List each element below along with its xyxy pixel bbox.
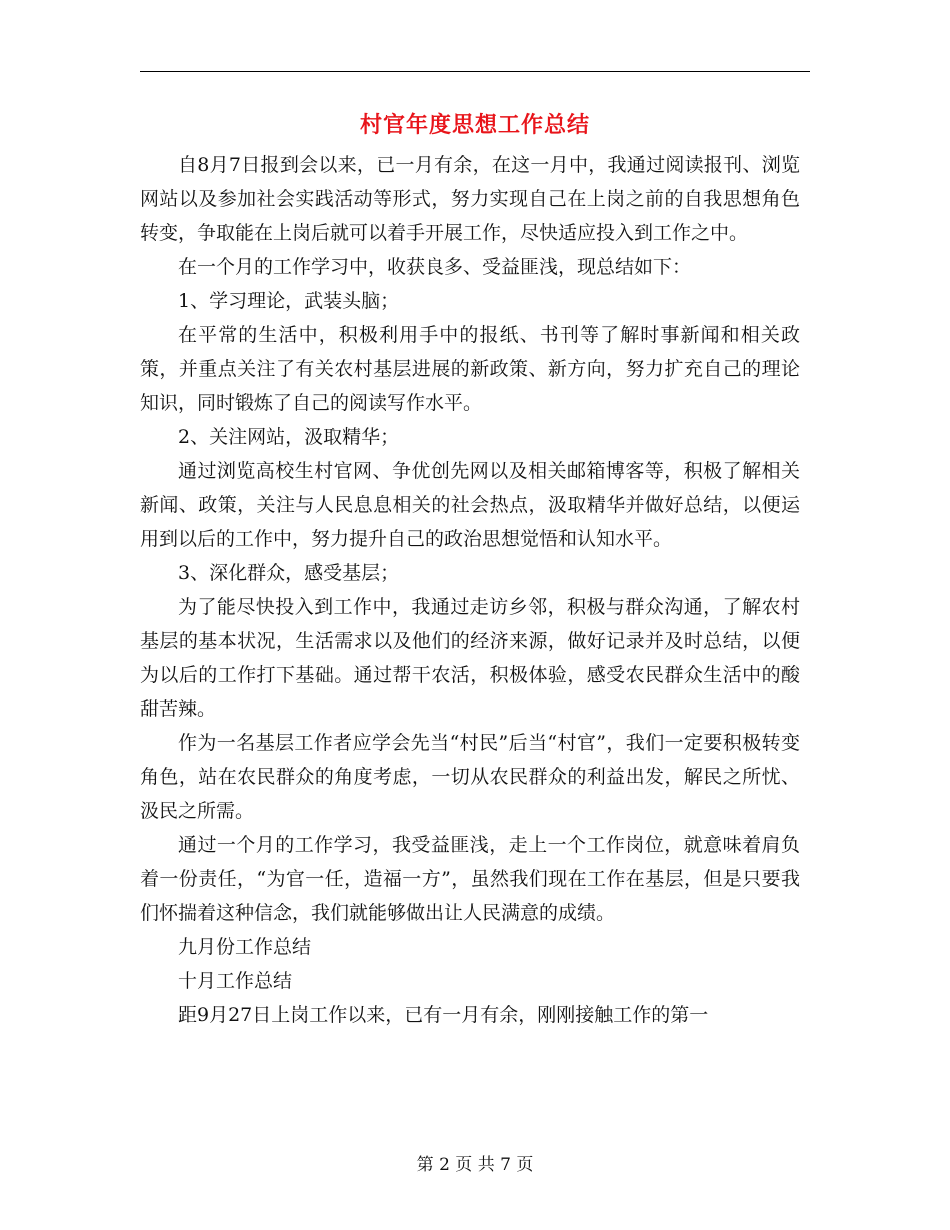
section-heading: 2、关注网站，汲取精华； [178, 426, 400, 448]
paragraph: 通过浏览高校生村官网、争优创先网以及相关邮箱博客等，积极了解相关新闻、政策，关注与人民息息相关的社会热点，汲取精华并做好总结，以便运用到以后的工作中，努力提升自己的政治思想觉悟和认知水平。 [140, 460, 800, 550]
document-body [140, 148, 800, 1032]
section-heading: 3、深化群众，感受基层； [178, 562, 400, 584]
paragraph: 距9月27日上岗工作以来，已有一月有余，刚刚接触工作的第一 [178, 1004, 709, 1026]
header-rule [140, 71, 810, 72]
paragraph: 自8月7日报到会以来，已一月有余，在这一月中，我通过阅读报刊、浏览网站以及参加社会实践活动等形式，努力实现自己在上岗之前的自我思想角色转变，争取能在上岗后就可以着手开展工作，尽快适应投入到工作之中。 [140, 154, 800, 244]
paragraph: 在平常的生活中，积极利用手中的报纸、书刊等了解时事新闻和相关政策，并重点关注了有关农村基层进展的新政策、新方向，努力扩充自己的理论知识，同时锻炼了自己的阅读写作水平。 [140, 324, 800, 414]
paragraph: 为了能尽快投入到工作中，我通过走访乡邻，积极与群众沟通，了解农村基层的基本状况，生活需求以及他们的经济来源，做好记录并及时总结，以便为以后的工作打下基础。通过帮干农活，积极体验，感受农民群众生活中的酸甜苦辣。 [140, 596, 800, 720]
paragraph: 通过一个月的工作学习，我受益匪浅，走上一个工作岗位，就意味着肩负着一份责任，“为官一任，造福一方”，虽然我们现在工作在基层，但是只要我们怀揣着这种信念，我们就能够做出让人民满意的成绩。 [140, 834, 800, 924]
document-title: 村官年度思想工作总结 [359, 112, 590, 138]
section-heading: 九月份工作总结 [178, 936, 312, 958]
paragraph: 在一个月的工作学习中，收获良多、受益匪浅，现总结如下： [178, 256, 692, 278]
page-number: 第 2 页 共 7 页 [416, 1155, 534, 1175]
paragraph: 作为一名基层工作者应学会先当“村民”后当“村官”，我们一定要积极转变角色，站在农民群众的角度考虑，一切从农民群众的利益出发，解民之所忧、汲民之所需。 [140, 732, 800, 822]
section-heading: 十月工作总结 [178, 970, 293, 992]
section-heading: 1、学习理论，武装头脑； [178, 290, 400, 312]
